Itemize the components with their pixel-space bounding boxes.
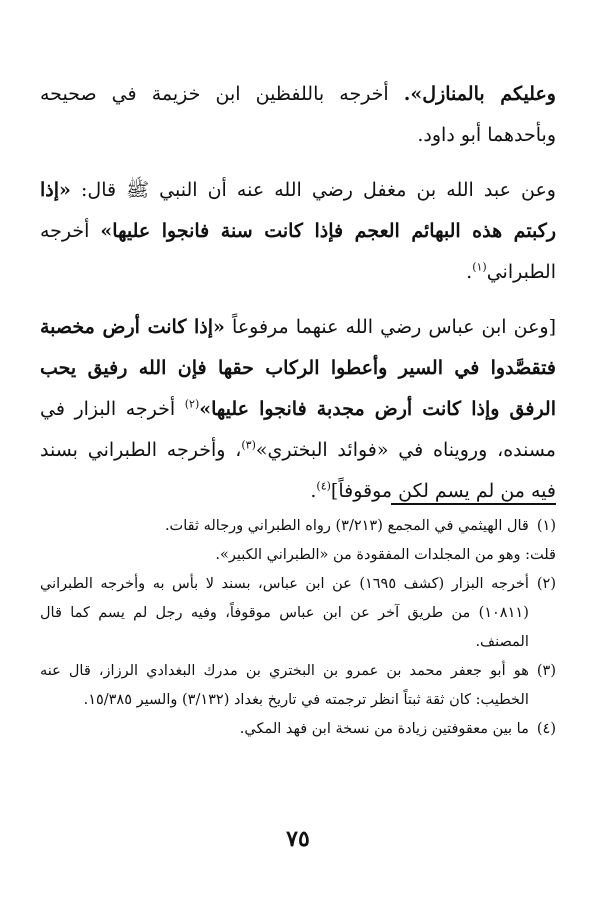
takhrij-text: ، وأخرجه الطبراني بسند فيه من لم يسم لكن موقوفاً] [40, 439, 556, 502]
footnote-ref-3[interactable]: (٣) [241, 438, 256, 452]
footnote-text: قلت: وهو من المجلدات المفقودة من «الطبراني الكبير». [215, 547, 556, 563]
footnotes [40, 512, 556, 744]
page-number: ٧٥ [286, 826, 310, 852]
footnote-ref-4[interactable]: (٤) [316, 479, 331, 493]
footnote-text: أخرجه البزار (كشف ١٦٩٥) عن ابن عباس، بسند لا بأس به وأخرجه الطبراني (١٠٨١١) من طريق آخر عن ابن عباس موقوفاً، وفيه رجل لم يسم كما قال المصنف. [40, 576, 529, 650]
footnote-ref-1[interactable]: (١) [472, 260, 487, 274]
hadith-quote: «إذا كانت أرض مخصبة فتقصَّدوا في السير وأعطوا الركاب حقها فإن الله رفيق يحب الرفق وإذا كانت أرض مجدبة فانجوا عليها» [40, 316, 556, 420]
footnote-number: (١) [536, 518, 556, 534]
footnote-text: قال الهيثمي في المجمع (٣/٢١٣) رواه الطبراني ورجاله ثقات. [164, 518, 529, 534]
footnote-text: ما بين معقوفتين زيادة من نسخة ابن فهد المكي. [239, 721, 529, 737]
paragraph-text: أخرجه باللفظين ابن خزيمة في صحيحه وبأحدهما أبو داود. [40, 83, 556, 146]
narration-intro: [وعن ابن عباس رضي الله عنهما مرفوعاً [224, 316, 557, 338]
footnote-3 [40, 657, 556, 715]
takhrij-text: أخرجه الطبراني [40, 220, 556, 283]
footnote-text: هو أبو جعفر محمد بن عمرو بن البختري بن مدرك البغدادي الرزاز، قال عنه الخطيب: كان ثقة ثبتاً انظر ترجمته في تاريخ بغداد (٣/١٣٢) والسير ١٥/٣٨٥. [40, 663, 529, 708]
footnote-1-continued [40, 541, 556, 570]
footnote-number: (٣) [536, 663, 556, 679]
footnote-number: (٢) [536, 576, 556, 592]
paragraph-1 [40, 74, 556, 156]
paragraph-3 [40, 307, 556, 512]
sentence-end: . [310, 480, 317, 502]
hadith-quote: «إذا ركبتم هذه البهائم العجم فإذا كانت سنة فانجوا عليها» [40, 179, 557, 242]
hadith-ending: وعليكم بالمنازل». [403, 83, 556, 105]
footnote-2 [40, 570, 556, 657]
footnote-1 [40, 512, 556, 541]
takhrij-text: أخرجه البزار في مسنده، ورويناه في «فوائد البختري» [40, 398, 556, 461]
paragraph-2 [40, 170, 556, 293]
footnote-number: (٤) [536, 721, 556, 737]
footnote-4 [40, 715, 556, 744]
footnote-ref-2[interactable]: (٢) [184, 397, 200, 411]
narration-intro: وعن عبد الله بن مغفل رضي الله عنه أن النبي ﷺ قال: [80, 179, 556, 201]
main-text [40, 74, 556, 512]
footnote-divider [391, 503, 556, 505]
sentence-end: . [466, 261, 473, 283]
